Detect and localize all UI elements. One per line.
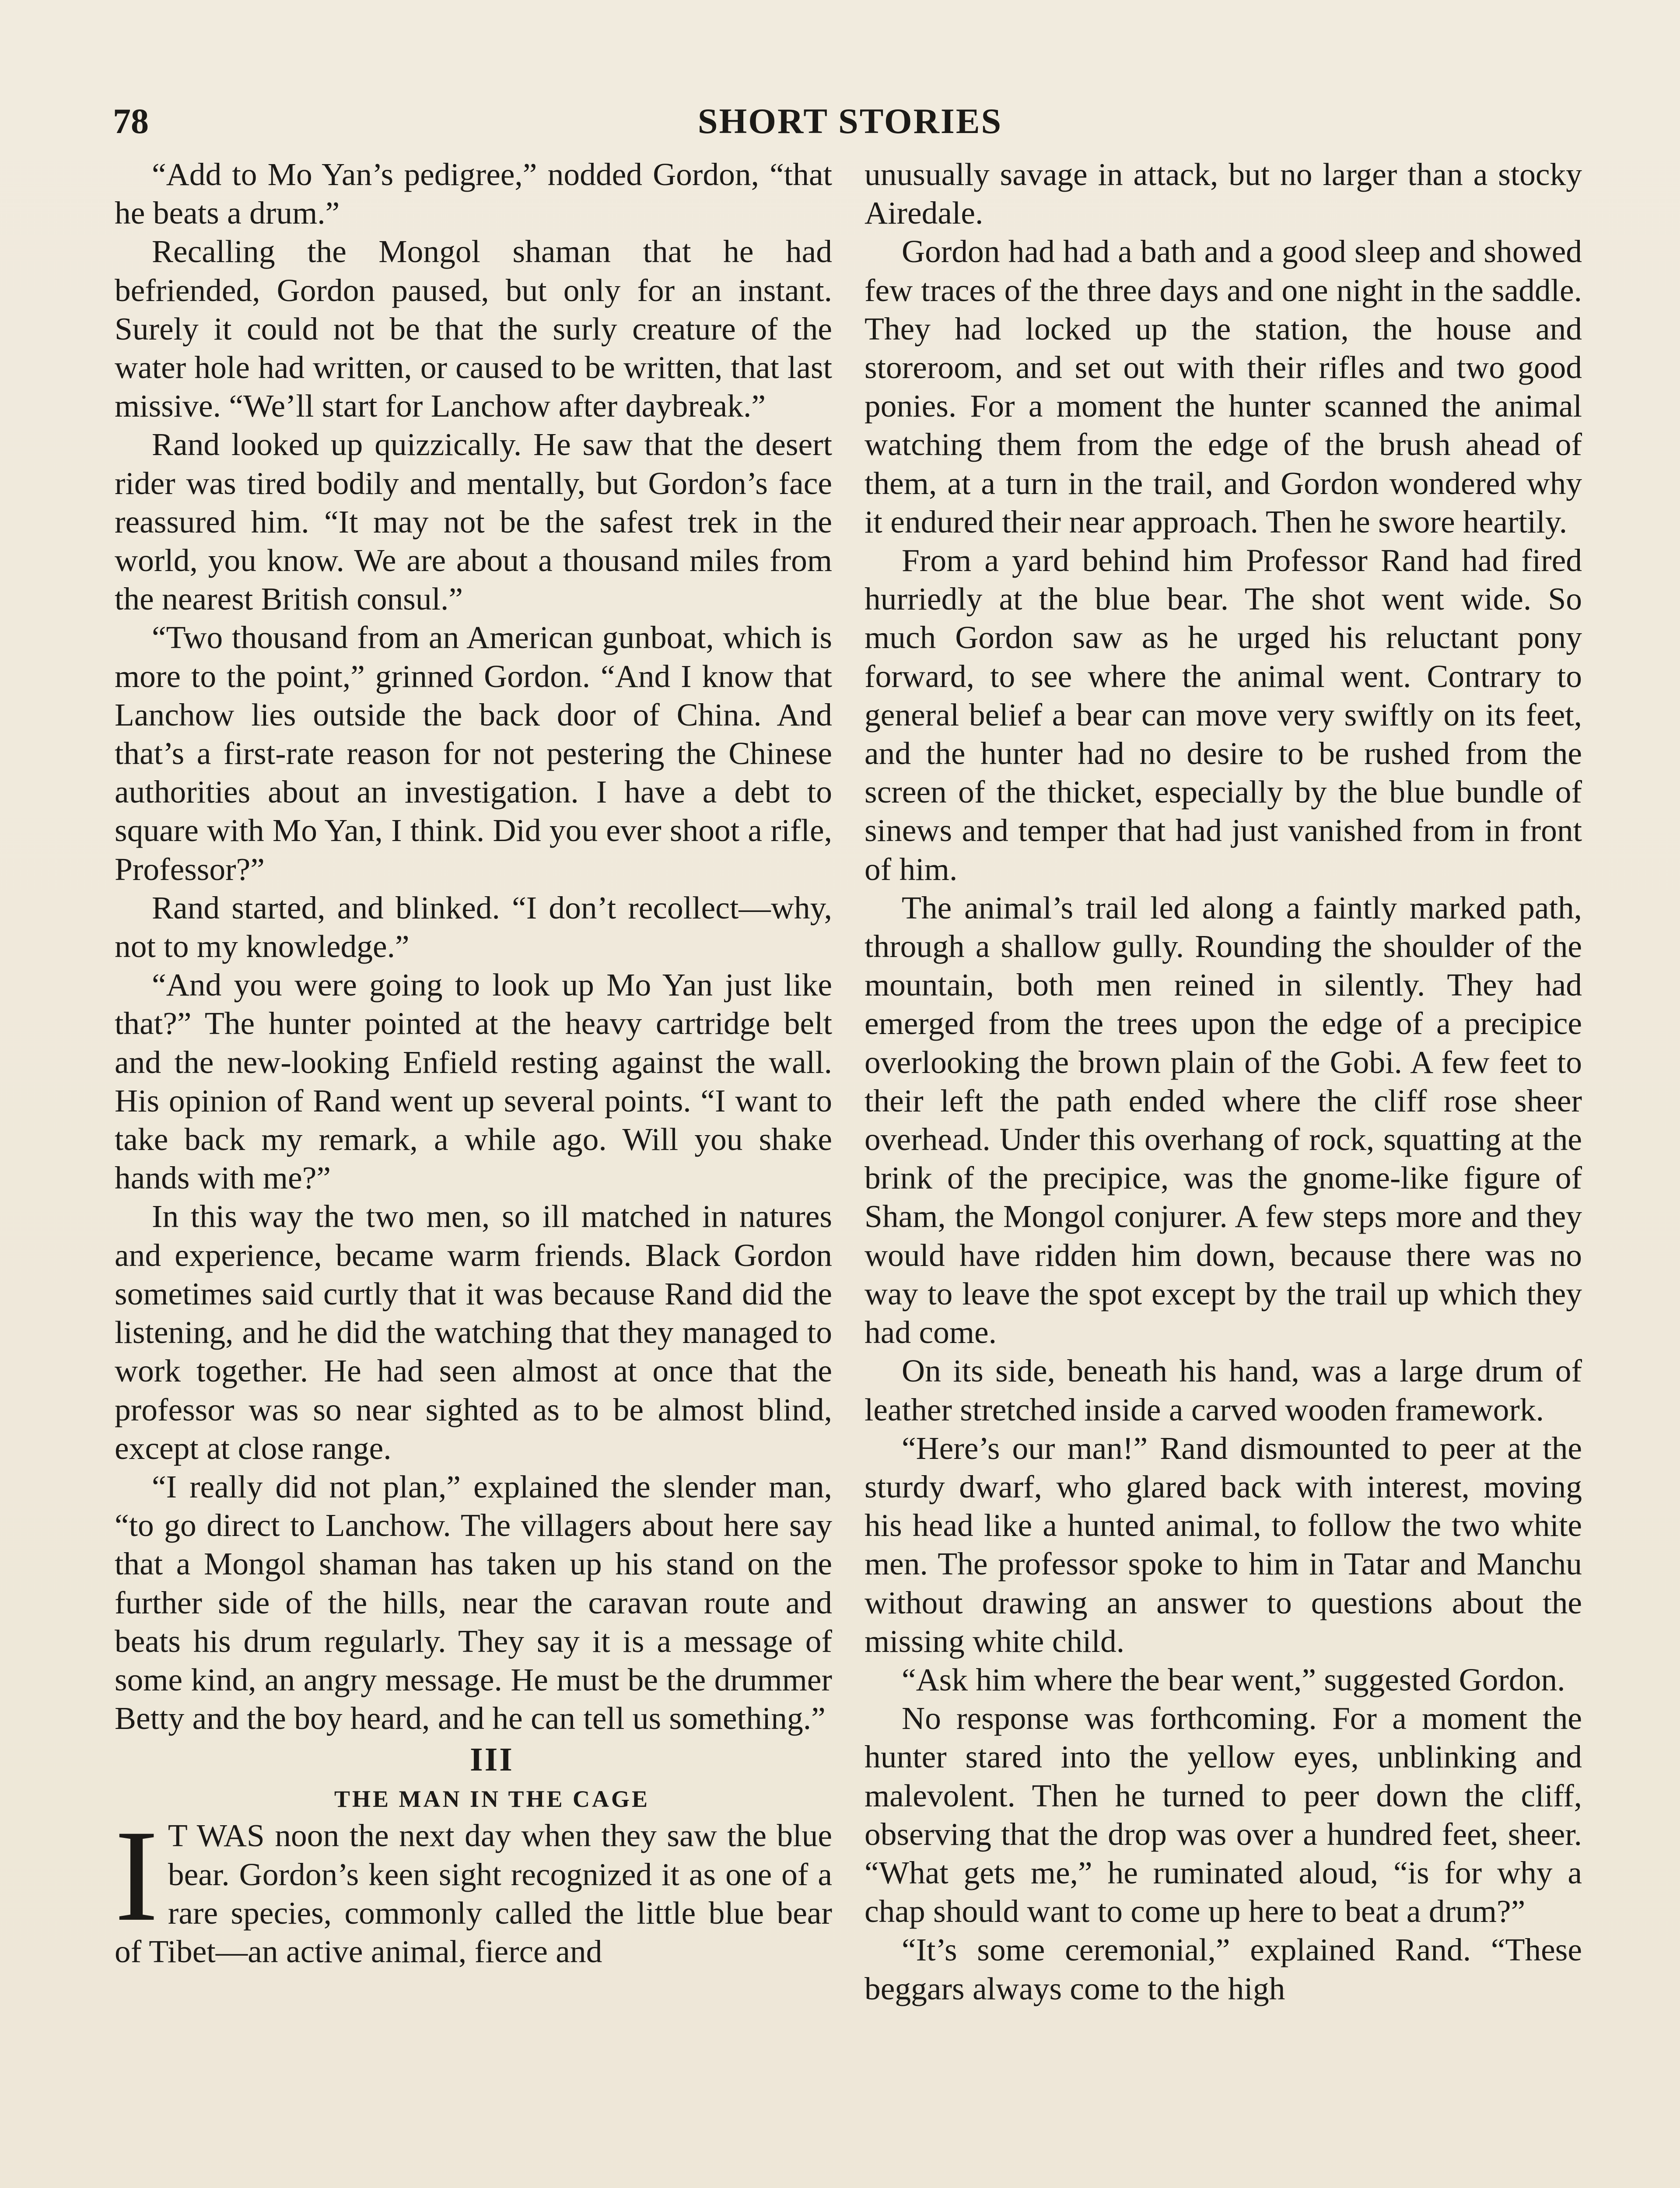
page-number: 78 bbox=[113, 101, 149, 141]
chapter-opening-text: T WAS noon the next day when they saw the blue bear. Gordon’s keen sight recognized it as one of a rare species, commonly called the little blue bear of Tibet—an active animal, fierce and bbox=[115, 1818, 832, 1969]
page-header bbox=[113, 97, 1587, 145]
paragraph: “Here’s our man!” Rand dismounted to peer at the sturdy dwarf, who glared back with interest, moving his head like a hunted animal, to follow the two white men. The professor spoke to him in Tatar and Manchu without drawing an answer to questions about the missing white child. bbox=[864, 1430, 1582, 1659]
paragraph: “And you were going to look up Mo Yan just like that?” The hunter pointed at the heavy cartridge belt and the new-looking Enfield resting against the wall. His opinion of Rand went up several points. “I want to take back my remark, a while ago. Will you shake hands with me?” bbox=[115, 967, 832, 1196]
paragraph: “Ask him where the bear went,” suggested Gordon. bbox=[902, 1662, 1565, 1697]
paragraph: Recalling the Mongol shaman that he had befriended, Gordon paused, but only for an instant. Surely it could not be that the surly creature of the water hole had written, or caused to be written, that last missive. “We’ll start for Lanchow after daybreak.” bbox=[115, 234, 832, 424]
section-title: THE MAN IN THE CAGE bbox=[334, 1786, 650, 1813]
paragraph: Rand started, and blinked. “I don’t recollect—why, not to my knowledge.” bbox=[115, 890, 832, 964]
left-column bbox=[115, 155, 832, 1971]
running-title: SHORT STORIES bbox=[697, 101, 1003, 141]
right-column bbox=[864, 155, 1582, 2008]
paragraph: “It’s some ceremonial,” explained Rand. “These beggars always come to the high bbox=[864, 1932, 1582, 2006]
paragraph: Gordon had had a bath and a good sleep and showed few traces of the three days and one night in the saddle. They had locked up the station, the house and storeroom, and set out with their rifles and two good ponies. For a moment the hunter scanned the animal watching them from the edge of the brush ahead of them, at a turn in the trail, and Gordon wondered why it endured their near approach. Then he swore heartily. bbox=[864, 234, 1582, 540]
paragraph: Rand looked up quizzically. He saw that the desert rider was tired bodily and mentally, but Gordon’s face reassured him. “It may not be the safest trek in the world, you know. We are about a thousand miles from the nearest British consul.” bbox=[115, 427, 832, 617]
paragraph: The animal’s trail led along a faintly marked path, through a shallow gully. Rounding the shoulder of the mountain, both men reined in silently. They had emerged from the trees upon the edge of a precipice overlooking the brown plain of the Gobi. A few feet to their left the path ended where the cliff rose sheer overhead. Under this overhang of rock, squatting at the brink of the precipice, was the gnome-like figure of Sham, the Mongol conjurer. A few steps more and they would have ridden him down, because there was no way to leave the spot except by the trail up which they had come. bbox=[864, 890, 1582, 1350]
section-number: III bbox=[470, 1741, 514, 1778]
paragraph: In this way the two men, so ill matched in natures and experience, became warm friends. Black Gordon sometimes said curtly that it was because Rand did the listening, and he did the watching that they managed to work together. He had seen almost at once that the professor was so near sighted as to be almost blind, except at close range. bbox=[115, 1199, 832, 1466]
paragraph: From a yard behind him Professor Rand had fired hurriedly at the blue bear. The shot went wide. So much Gordon saw as he urged his reluctant pony forward, to see where the animal went. Contrary to general belief a bear can move very swiftly on its feet, and the hunter had no desire to be rushed from the screen of the thicket, especially by the blue bundle of sinews and temper that had just vanished from in front of him. bbox=[864, 543, 1582, 887]
paragraph: “Two thousand from an American gunboat, which is more to the point,” grinned Gordon. “And I know that Lanchow lies outside the back door of China. And that’s a first-rate reason for not pestering the Chinese authorities about an investigation. I have a debt to square with Mo Yan, I think. Did you ever shoot a rifle, Professor?” bbox=[115, 620, 832, 887]
paragraph: “I really did not plan,” explained the slender man, “to go direct to Lanchow. The villagers about here say that a Mongol shaman has taken up his stand on the further side of the hills, near the caravan route and beats his drum regularly. They say it is a message of some kind, an angry message. He must be the drummer Betty and the boy heard, and he can tell us something.” bbox=[115, 1469, 832, 1736]
drop-cap: I bbox=[115, 1803, 158, 1949]
paragraph: No response was forthcoming. For a moment the hunter stared into the yellow eyes, unblinking and malevolent. Then he turned to peer down the cliff, observing that the drop was over a hundred feet, sheer. “What gets me,” he ruminated aloud, “is for why a chap should want to come up here to beat a drum?” bbox=[864, 1701, 1582, 1929]
paragraph: On its side, beneath his hand, was a large drum of leather stretched inside a carved wooden framework. bbox=[864, 1353, 1582, 1427]
paragraph: “Add to Mo Yan’s pedigree,” nodded Gordon, “that he beats a drum.” bbox=[115, 157, 832, 231]
paragraph-continuation: unusually savage in attack, but no larger than a stocky Airedale. bbox=[864, 157, 1582, 231]
chapter-opening-paragraph bbox=[115, 1803, 832, 1971]
